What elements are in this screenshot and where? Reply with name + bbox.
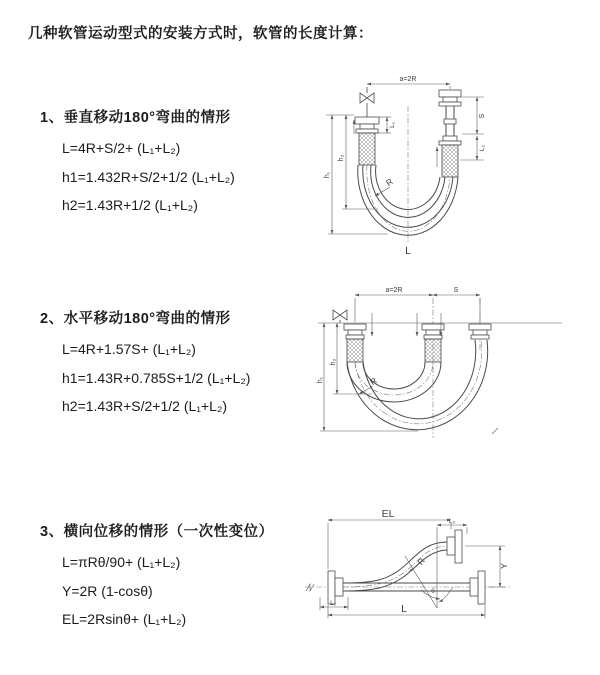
centerline-break-mark (306, 584, 314, 591)
section-horizontal-180 (40, 307, 320, 421)
dim-label-l1: L₁ (389, 122, 396, 128)
dim-label-s: S (453, 287, 459, 294)
section3-formula-Y: Y=2R (1-cosθ) (62, 582, 153, 599)
dim-label-h2: h₂ (330, 358, 337, 366)
dim-label-h1: h₁ (317, 376, 324, 384)
radius-label: R (384, 176, 395, 189)
section2-formula-h1: h1=1.43R+0.785S+1/2 (L₁+L₂) (62, 369, 251, 386)
dim-label-y: Y (499, 563, 509, 569)
valve-icon (340, 310, 347, 320)
diagram-horizontal-180-bend (310, 280, 595, 455)
valve-icon (367, 93, 374, 103)
radius-label: R (415, 556, 428, 567)
valve-icon (333, 310, 340, 320)
dim-label-l2: L₂ (479, 144, 486, 152)
centerlines (355, 298, 482, 438)
section3-heading: 3、横向位移的情形（一次性变位） (40, 524, 274, 540)
section1-formula-h2: h2=1.43R+1/2 (L₁+L₂) (62, 197, 198, 213)
dim-label-l1: L₁ (330, 600, 336, 607)
braided-hose-section (442, 145, 458, 177)
braided-hose-section (359, 133, 375, 165)
angle-label: θ (431, 588, 435, 595)
dim-label-span: a=2R (385, 287, 403, 294)
page-title: 几种软管运动型式的安装方式时，软管的长度计算： (28, 26, 373, 42)
section1-formula-h1: h1=1.432R+S/2+1/2 (L₁+L₂) (62, 168, 235, 185)
dim-label-h1: h₁ (324, 171, 331, 179)
section1-formula-L: L=4R+S/2+ (L₁+L₂) (62, 140, 181, 156)
dim-label-el: EL (381, 508, 395, 520)
braided-hose-section (347, 339, 363, 362)
pipe-fittings (328, 530, 485, 604)
section3-formula-EL: EL=2Rsinθ+ (L₁+L₂) (62, 611, 187, 627)
section3-formula-L: L=πRθ/90+ (L₁+L₂) (62, 554, 181, 570)
length-label: L (405, 245, 411, 257)
hose-curves (347, 340, 488, 430)
section-vertical-180 (40, 106, 320, 220)
dimension-lines (318, 295, 562, 434)
dim-label-span: a=2R (399, 76, 417, 83)
dimension-lines (326, 84, 484, 234)
diagram-lateral-displacement (300, 500, 595, 650)
pipe-fittings (333, 310, 491, 362)
dim-label-l: L (401, 603, 407, 615)
radius-label: R (368, 375, 379, 388)
dim-label-s: S (479, 113, 486, 119)
section2-formula-h2: h2=1.43R+S/2+1/2 (L₁+L₂) (62, 398, 228, 414)
angle-arc-arrow (439, 587, 453, 602)
section1-heading: 1、垂直移动180°弯曲的情形 (40, 110, 231, 126)
braided-hose-section (425, 339, 441, 362)
section-lateral-displacement (40, 520, 320, 634)
centerlines (367, 106, 450, 242)
diagram-vertical-180-bend (310, 70, 580, 265)
section2-heading: 2、水平移动180°弯曲的情形 (40, 311, 231, 327)
section2-formula-L: L=4R+1.57S+ (L₁+L₂) (62, 341, 196, 357)
dim-label-l2: L₂ (448, 518, 456, 525)
dim-label-h2: h₂ (338, 154, 345, 162)
radius-leader-arrow (409, 565, 418, 572)
valve-icon (360, 93, 367, 103)
